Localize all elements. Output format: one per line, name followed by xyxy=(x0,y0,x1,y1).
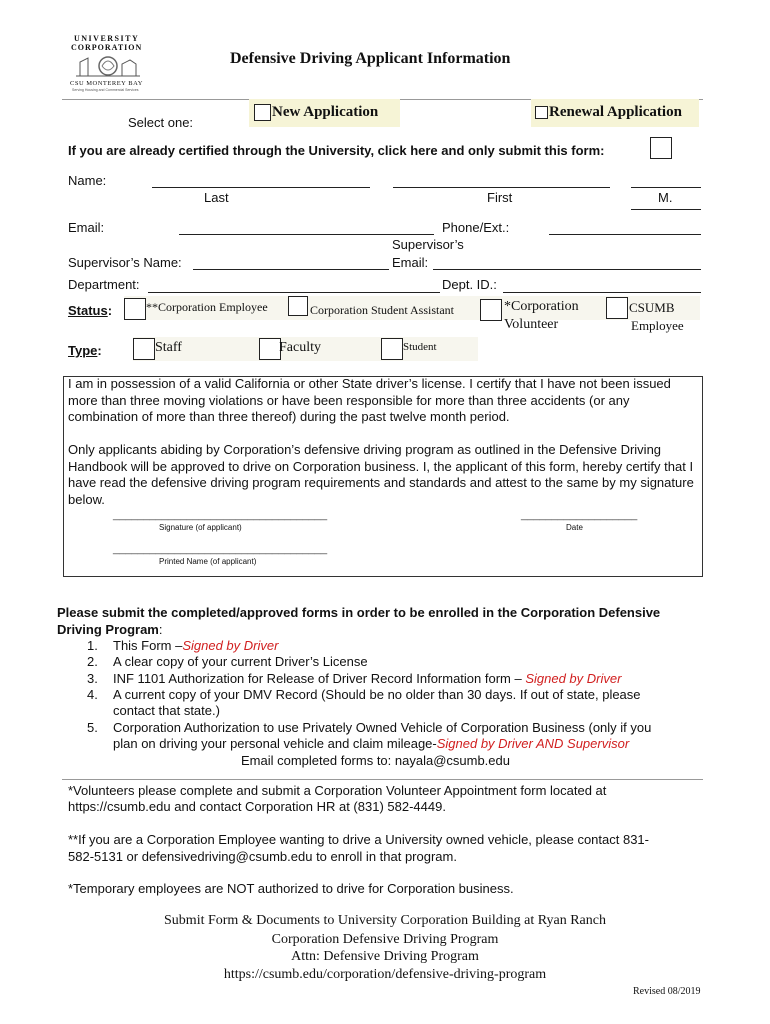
last-name-field[interactable] xyxy=(152,187,370,188)
certification-paragraph-1: I am in possession of a valid California or other State driver’s license. I certify that I have not been issued more than three moving violations or have been responsible for more than three accidents (or any combination of more than three thereof) during the past twelve month period. xyxy=(68,376,671,424)
logo-tagline: Serving Housing and Commercial Services xyxy=(72,88,139,92)
volunteer-note-1: *Volunteers please complete and submit a Corporation Volunteer Appointment form located at xyxy=(68,783,607,798)
new-application-label: New Application xyxy=(272,104,379,120)
type-faculty-label: Faculty xyxy=(279,340,321,355)
employee-note-1: **If you are a Corporation Employee wanting to drive a University owned vehicle, please contact 831- xyxy=(68,832,649,847)
list-num: 5. xyxy=(87,720,98,735)
supervisor-name-label: Supervisor’s Name: xyxy=(68,255,182,270)
status-corporation-volunteer-label-2: Volunteer xyxy=(504,317,559,332)
status-csumb-employee-label-2: Employee xyxy=(631,318,684,333)
list-item-5 xyxy=(87,720,651,736)
list-red: Signed by Driver xyxy=(525,671,622,686)
name-rule xyxy=(631,209,701,210)
list-num: 1. xyxy=(87,638,98,653)
renewal-application-label: Renewal Application xyxy=(549,104,682,120)
logo-emblem-icon xyxy=(74,54,142,78)
select-one-label: Select one: xyxy=(128,115,194,130)
logo-line-corporation: CORPORATION xyxy=(71,43,143,52)
type-student-checkbox[interactable] xyxy=(381,338,403,360)
email-field[interactable] xyxy=(179,234,434,235)
last-name-caption: Last xyxy=(204,190,229,205)
type-label xyxy=(68,343,102,358)
middle-initial-caption: M. xyxy=(658,190,673,205)
list-num: 3. xyxy=(87,671,98,686)
list-text: contact that state.) xyxy=(113,703,220,718)
list-item-1 xyxy=(87,638,278,654)
revised-date: Revised 08/2019 xyxy=(633,986,701,997)
logo-line-university: UNIVERSITY xyxy=(74,34,140,43)
list-text: plan on driving your personal vehicle and claim mileage- xyxy=(113,736,437,751)
department-field[interactable] xyxy=(148,292,440,293)
signature-caption: Signature (of applicant) xyxy=(159,523,242,532)
logo xyxy=(66,34,148,92)
footer-line-2: Corporation Defensive Driving Program xyxy=(271,932,499,947)
list-item-3 xyxy=(87,671,621,687)
supervisor-email-label-2: Email: xyxy=(392,255,429,270)
certification-paragraph-2: Only applicants abiding by Corporation’s defensive driving program as outlined in the Defensive Driving Handbook will be approved to drive on Corporation business. I, the applicant of this form, hereby certify that I have read the defensive driving program requirements and standards and attest to the same by my signature below. xyxy=(68,442,694,507)
type-staff-checkbox[interactable] xyxy=(133,338,155,360)
list-text: This Form – xyxy=(113,638,183,653)
new-application-checkbox[interactable] xyxy=(254,104,271,121)
temporary-note: *Temporary employees are NOT authorized to drive for Corporation business. xyxy=(68,881,514,896)
status-label-text: Status xyxy=(68,303,108,318)
date-line[interactable]: ___________________ xyxy=(521,509,638,521)
status-csumb-employee-checkbox[interactable] xyxy=(606,297,628,319)
printed-name-caption: Printed Name (of applicant) xyxy=(159,557,257,566)
page-title: Defensive Driving Applicant Information xyxy=(230,50,511,67)
certified-prompt: If you are already certified through the University, click here and only submit this form: xyxy=(68,143,605,158)
footer-line-1: Submit Form & Documents to University Corporation Building at Ryan Ranch xyxy=(164,913,606,928)
phone-label: Phone/Ext.: xyxy=(442,220,510,235)
submit-heading-2 xyxy=(57,622,162,637)
list-item-4 xyxy=(87,687,641,703)
submit-heading-1: Please submit the completed/approved forms in order to be enrolled in the Corporation Defensive xyxy=(57,605,661,620)
status-corporation-employee-checkbox[interactable] xyxy=(124,298,146,320)
name-label: Name: xyxy=(68,173,107,188)
first-name-caption: First xyxy=(487,190,513,205)
volunteer-note-2: https://csumb.edu and contact Corporation HR at (831) 582-4449. xyxy=(68,799,446,814)
renewal-application-checkbox[interactable] xyxy=(535,106,548,119)
department-label: Department: xyxy=(68,277,140,292)
date-caption: Date xyxy=(566,523,583,532)
status-label xyxy=(68,303,112,318)
supervisor-email-label-1: Supervisor’s xyxy=(392,237,464,252)
submit-heading-colon: : xyxy=(158,622,163,637)
list-red: Signed by Driver AND Supervisor xyxy=(436,736,630,751)
status-csumb-employee-label-1: CSUMB xyxy=(629,300,675,315)
type-label-text: Type xyxy=(68,343,98,358)
footer-line-3: Attn: Defensive Driving Program xyxy=(291,949,479,964)
list-text: INF 1101 Authorization for Release of Driver Record Information form – xyxy=(113,671,526,686)
list-text: A clear copy of your current Driver’s License xyxy=(113,654,368,669)
footer-url[interactable]: https://csumb.edu/corporation/defensive-driving-program xyxy=(223,967,547,982)
already-certified-checkbox[interactable] xyxy=(650,137,672,159)
email-completed-forms: Email completed forms to: nayala@csumb.edu xyxy=(241,753,510,768)
dept-id-field[interactable] xyxy=(503,292,701,293)
list-item-2 xyxy=(87,654,368,670)
status-corporation-volunteer-label-1: *Corporation xyxy=(504,299,579,314)
list-num: 4. xyxy=(87,687,98,702)
list-num: 2. xyxy=(87,654,98,669)
list-text: Corporation Authorization to use Privately Owned Vehicle of Corporation Business (only if you xyxy=(113,720,652,735)
submit-heading-2-text: Driving Program xyxy=(57,622,159,637)
status-label-colon: : xyxy=(107,303,113,318)
first-name-field[interactable] xyxy=(393,187,610,188)
status-corporation-volunteer-checkbox[interactable] xyxy=(480,299,502,321)
phone-field[interactable] xyxy=(549,234,701,235)
list-red: Signed by Driver xyxy=(182,638,279,653)
supervisor-name-field[interactable] xyxy=(193,269,389,270)
list-text: A current copy of your DMV Record (Should be no older than 30 days. If out of state, please xyxy=(113,687,641,702)
logo-line-csumb: CSU MONTEREY BAY xyxy=(70,80,143,87)
notes-rule xyxy=(62,779,703,780)
type-staff-label: Staff xyxy=(155,340,182,355)
printed-name-line[interactable]: ___________________________________ xyxy=(113,543,328,555)
signature-line[interactable]: ___________________________________ xyxy=(113,509,328,521)
employee-note-2: 582-5131 or defensivedriving@csumb.edu to enroll in that program. xyxy=(68,849,457,864)
type-faculty-checkbox[interactable] xyxy=(259,338,281,360)
list-item-5-cont xyxy=(87,736,629,752)
supervisor-email-field[interactable] xyxy=(433,269,701,270)
type-label-colon: : xyxy=(97,343,102,358)
status-student-assistant-label: Corporation Student Assistant xyxy=(310,303,454,317)
dept-id-label: Dept. ID.: xyxy=(442,277,497,292)
email-label: Email: xyxy=(68,220,105,235)
type-student-label: Student xyxy=(403,341,437,353)
status-corporation-employee-label: **Corporation Employee xyxy=(146,300,268,314)
middle-initial-field[interactable] xyxy=(631,187,701,188)
list-item-4-cont xyxy=(87,703,220,719)
status-student-assistant-checkbox[interactable] xyxy=(288,296,308,316)
